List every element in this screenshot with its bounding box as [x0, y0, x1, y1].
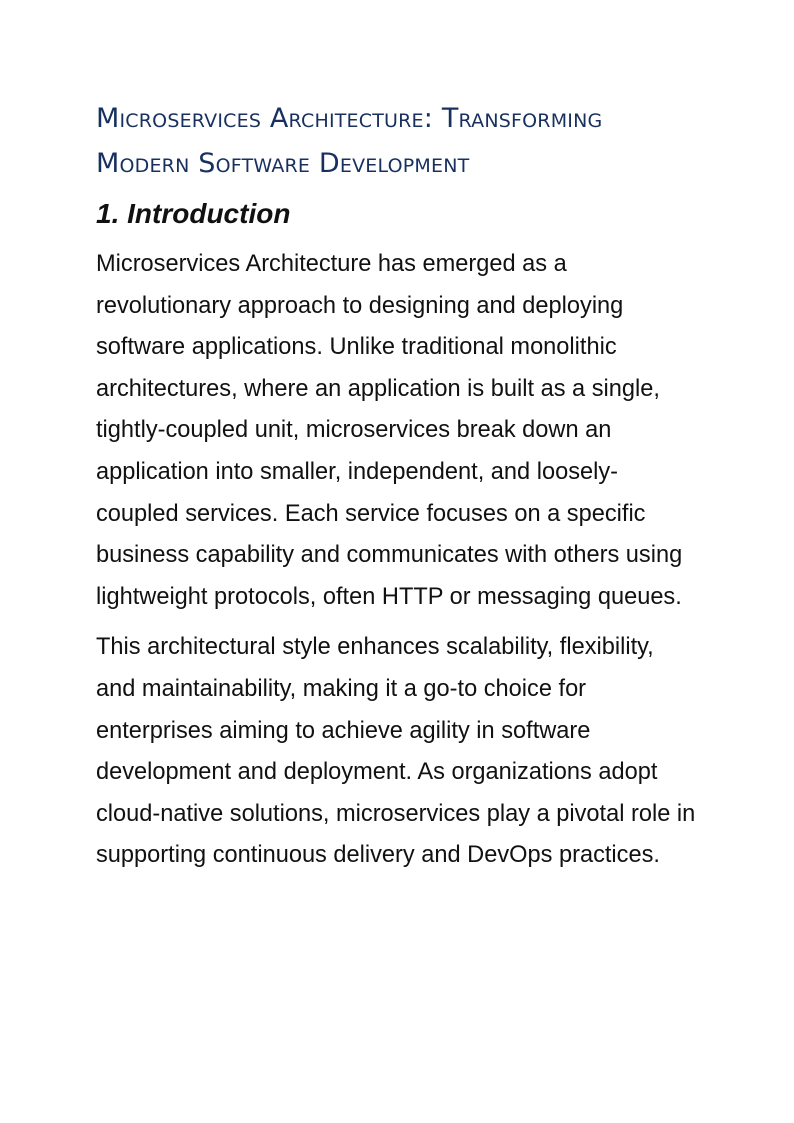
introduction-paragraph-1: Microservices Architecture has emerged as a revolutionary approach to designing and deploying software applications. Unlike traditional monolithic architectures, where an application is built as a single, tightly-coupled unit, microservices break down an application into smaller, independent, and loosely-coupled services. Each service focuses on a specific business capability and communicates with others using lightweight protocols, often HTTP or messaging queues.: [96, 251, 683, 610]
document-page: [96, 96, 696, 877]
section-heading-introduction: 1. Introduction: [96, 198, 291, 229]
introduction-paragraph-2: This architectural style enhances scalability, flexibility, and maintainability, making it a go-to choice for enterprises aiming to achieve agility in software development and deployment. As organizations adopt cloud-native solutions, microservices play a pivotal role in supporting continuous delivery and DevOps practices.: [96, 634, 696, 869]
document-title: Microservices Architecture: Transforming Modern Software Development: [96, 103, 603, 179]
introduction-section: [96, 194, 696, 877]
